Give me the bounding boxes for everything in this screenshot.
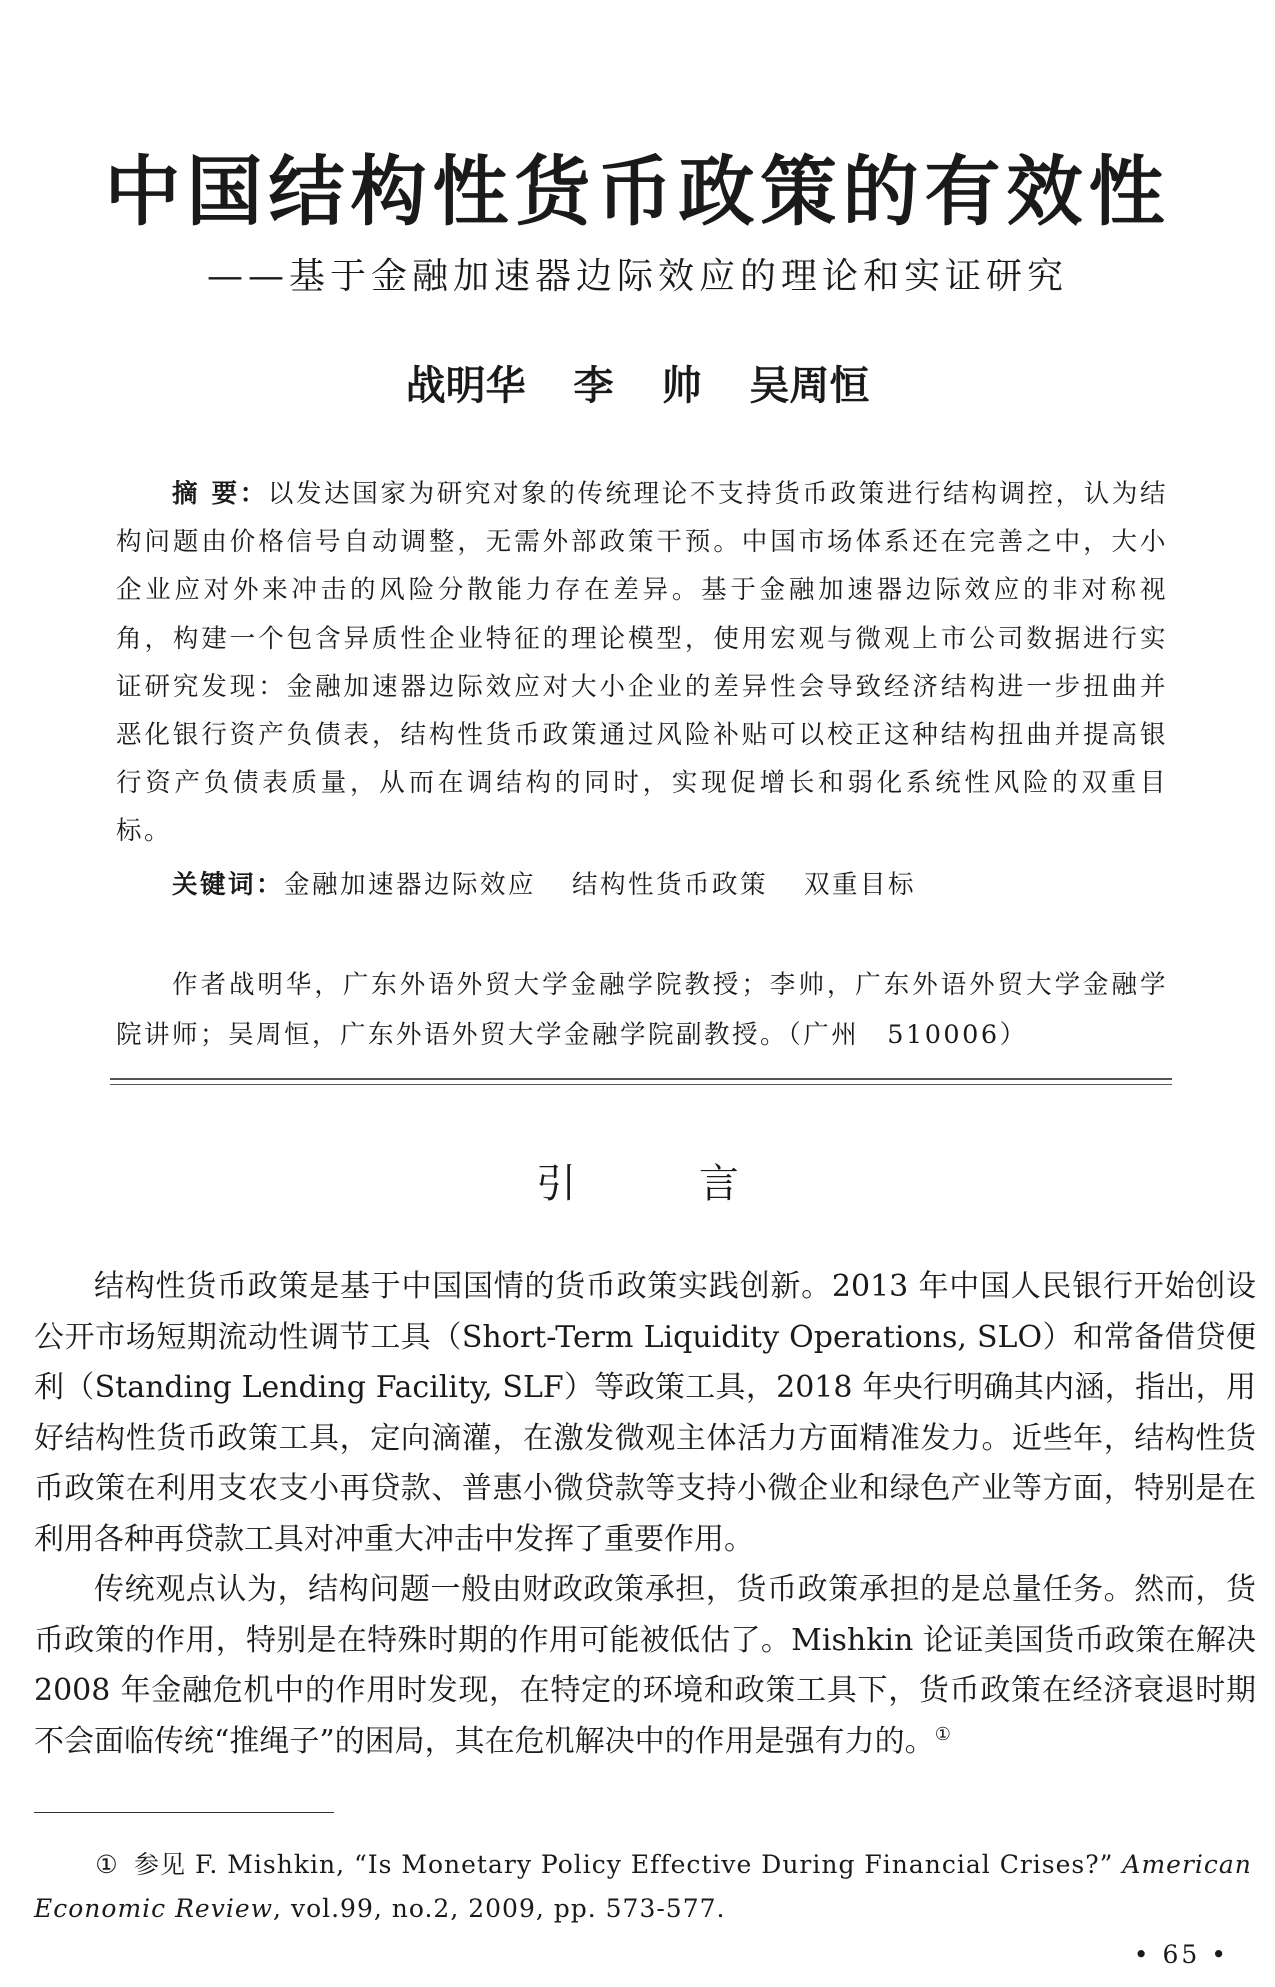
author-affiliation-note <box>116 960 1168 1060</box>
article-title: 中国结构性货币政策的有效性 <box>104 147 1171 236</box>
footnote <box>34 1843 1256 1931</box>
abstract-label: 摘 要： <box>172 479 268 509</box>
footnote-journal: American Economic Review <box>34 1850 1252 1923</box>
keywords-label: 关键词： <box>172 870 285 900</box>
abstract <box>116 470 1168 856</box>
body-text <box>34 1262 1256 1767</box>
header-divider <box>110 1078 1172 1080</box>
paragraph: 结构性货币政策是基于中国国情的货币政策实践创新。2013 年中国人民银行开始创设公开市场短期流动性调节工具（Short-Term Liquidity Operations, SLO）和常备借贷便利（Standing Lending Facility, SLF）等政策工具，2018 年央行明确其内涵，指出，用好结构性货币政策工具，定向滴灌，在激发微观主体活力方面精准发力。近些年，结构性货币政策在利用支农支小再贷款、普惠小微贷款等支持小微企业和绿色产业等方面，特别是在利用各种再贷款工具对冲重大冲击中发挥了重要作用。 <box>34 1269 1256 1557</box>
footnote-divider <box>34 1812 334 1813</box>
keyword-item: 结构性货币政策 <box>572 870 769 900</box>
header-divider-thin <box>110 1084 1172 1085</box>
section-heading: 引 言 <box>536 1161 739 1207</box>
footnote-mark: ① <box>95 1850 119 1879</box>
paragraph-text: 传统观点认为，结构问题一般由财政政策承担，货币政策承担的是总量任务。然而，货币政策的作用，特别是在特殊时期的作用可能被低估了。Mishkin 论证美国货币政策在解决 2008 年金融危机中的作用时发现，在特定的环境和政策工具下，货币政策在经济衰退时期不会面临传统“推绳子”的困局，其在危机解决中的作用是强有力的。 <box>34 1572 1256 1759</box>
keyword-item: 金融加速器边际效应 <box>284 870 537 900</box>
article-subtitle: ——基于金融加速器边际效应的理论和实证研究 <box>206 256 1068 297</box>
footnote-lead: 参见 F. Mishkin, “Is Monetary Policy Effective During Financial Crises?” <box>134 1850 1123 1879</box>
keywords <box>116 865 1168 905</box>
footnote-tail: , vol.99, no.2, 2009, pp. 573-577. <box>273 1894 726 1923</box>
footnote-reference[interactable]: ① <box>934 1723 951 1745</box>
abstract-text: 以发达国家为研究对象的传统理论不支持货币政策进行结构调控，认为结构问题由价格信号自动调整，无需外部政策干预。中国市场体系还在完善之中，大小企业应对外来冲击的风险分散能力存在差异。基于金融加速器边际效应的非对称视角，构建一个包含异质性企业特征的理论模型，使用宏观与微观上市公司数据进行实证研究发现：金融加速器边际效应对大小企业的差异性会导致经济结构进一步扭曲并恶化银行资产负债表，结构性货币政策通过风险补贴可以校正这种结构扭曲并提高银行资产负债表质量，从而在调结构的同时，实现促增长和弱化系统性风险的双重目标。 <box>116 479 1168 847</box>
author-line: 战明华 李 帅 吴周恒 <box>405 362 870 409</box>
author-note-text: 作者战明华，广东外语外贸大学金融学院教授；李帅，广东外语外贸大学金融学院讲师；吴周恒，广东外语外贸大学金融学院副教授。（广州 510006） <box>116 970 1168 1050</box>
paragraph <box>34 1565 1256 1767</box>
page-number: • 65 • <box>1133 1940 1229 1969</box>
keyword-item: 双重目标 <box>804 870 917 900</box>
